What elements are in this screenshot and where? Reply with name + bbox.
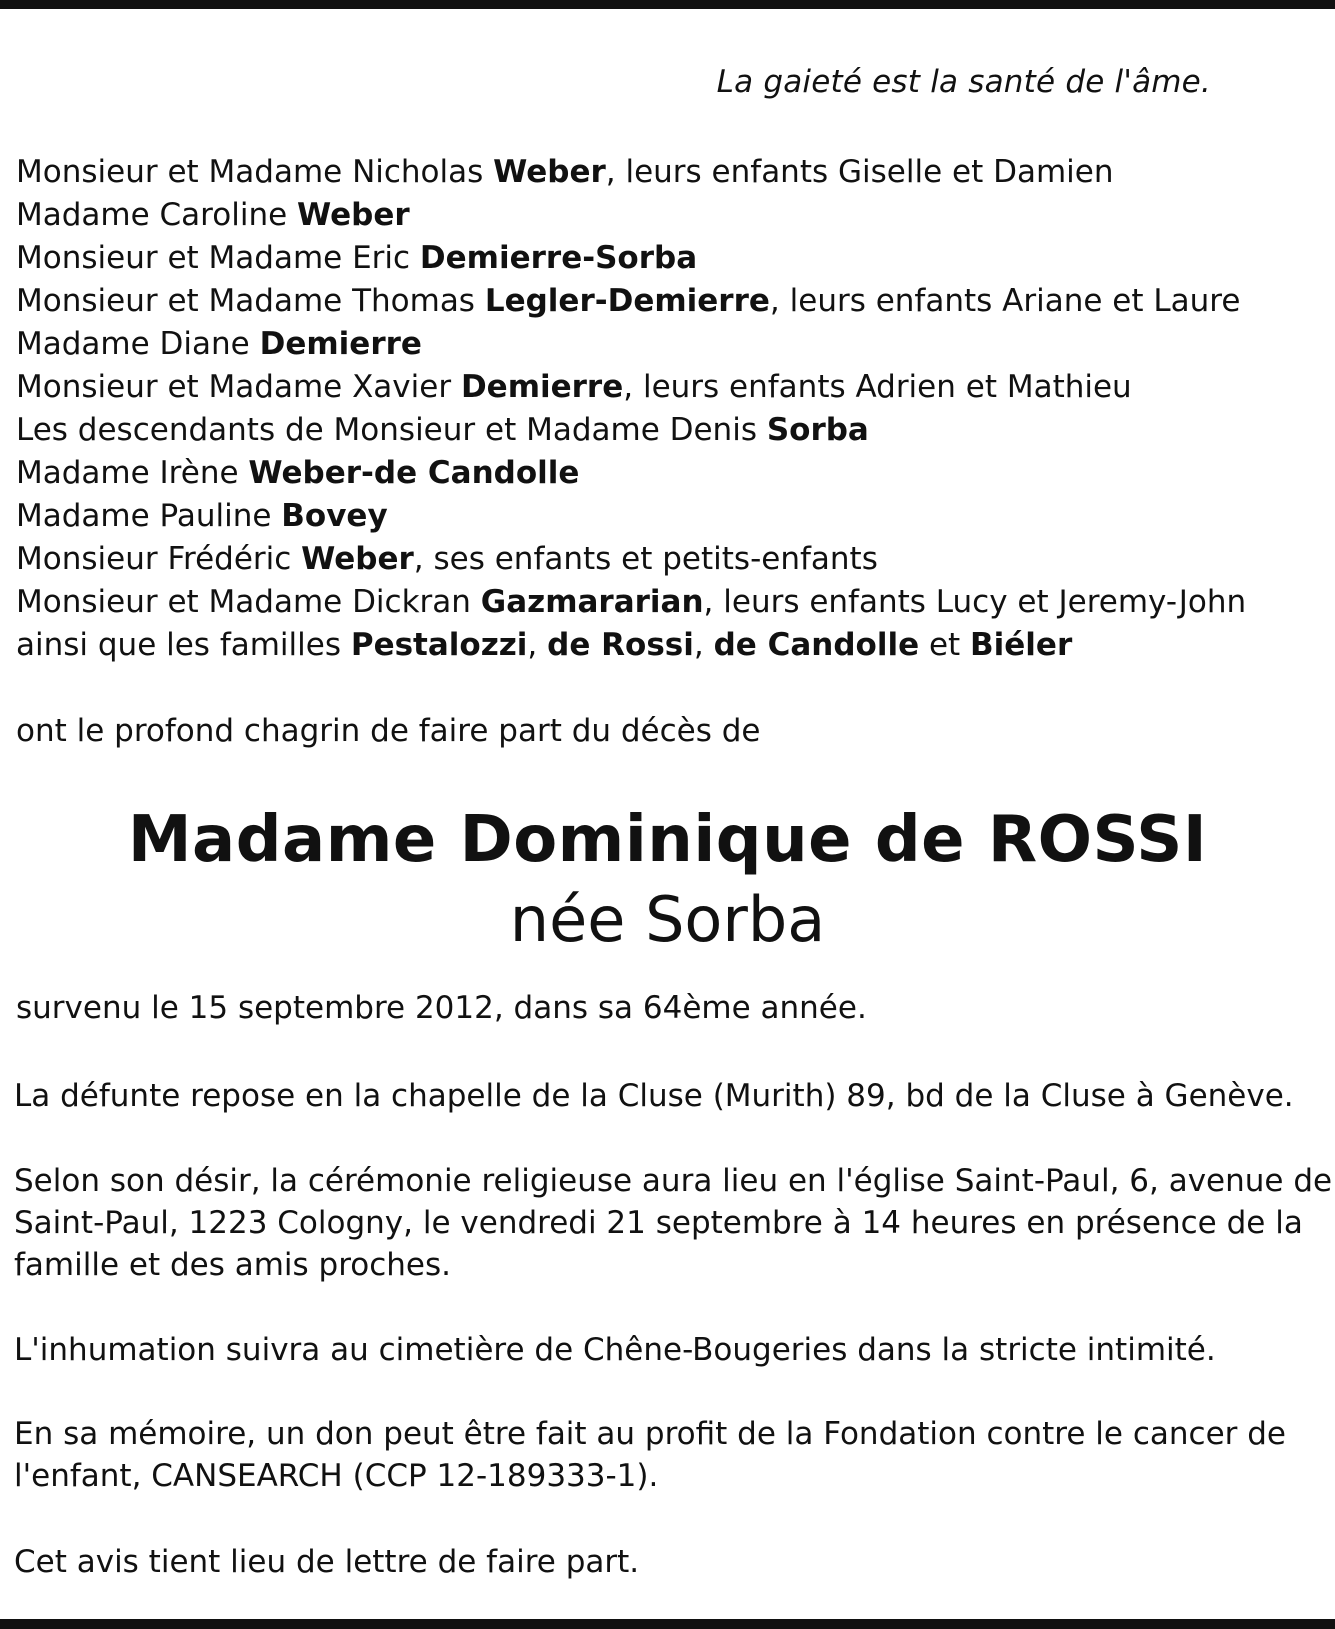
bottom-border-rule [0, 1619, 1335, 1629]
family-text: Monsieur et Madame Xavier [16, 369, 461, 405]
family-text: , [693, 627, 714, 663]
family-member-line [16, 237, 1316, 280]
family-member-line [16, 452, 1316, 495]
family-surname: Weber [493, 154, 606, 190]
family-surname: Legler-Demierre [484, 283, 770, 319]
family-text: , leurs enfants Adrien et Mathieu [623, 369, 1132, 405]
family-surname: Gazmararian [480, 584, 704, 620]
family-surname: Bovey [281, 498, 388, 534]
family-member-line [16, 323, 1316, 366]
family-text: Monsieur et Madame Nicholas [16, 154, 494, 190]
top-border-rule [0, 0, 1335, 9]
family-member-line [16, 409, 1316, 452]
family-text: Madame Irène [16, 455, 249, 491]
family-member-line [16, 581, 1316, 624]
family-member-line [16, 538, 1316, 581]
family-text: Madame Diane [16, 326, 260, 362]
deceased-name: Madame Dominique de ROSSI [127, 803, 1208, 877]
announcement-text: ont le profond chagrin de faire part du décès de [16, 713, 761, 749]
family-surname: de Candolle [713, 627, 920, 663]
family-text: Monsieur et Madame Dickran [16, 584, 481, 620]
family-surname: Pestalozzi [350, 627, 528, 663]
family-member-line [16, 495, 1316, 538]
family-member-line [16, 280, 1316, 323]
ceremony-paragraph [14, 1160, 1333, 1286]
family-surname: Weber [301, 541, 414, 577]
family-text: Madame Caroline [16, 197, 298, 233]
ceremony-line: Selon son désir, la cérémonie religieuse aura lieu en l'église Saint-Paul, 6, avenue de [14, 1163, 1333, 1199]
family-text: Monsieur Frédéric [16, 541, 302, 577]
family-surname: de Rossi [547, 627, 694, 663]
epigraph-quote: La gaieté est la santé de l'âme. [716, 64, 1211, 100]
donation-paragraph [14, 1413, 1324, 1497]
family-text: , ses enfants et petits-enfants [413, 541, 878, 577]
family-text: , [527, 627, 548, 663]
deceased-birth-name: née Sorba [509, 883, 826, 956]
family-text: Les descendants de Monsieur et Madame Denis [16, 412, 767, 448]
family-text: Monsieur et Madame Thomas [16, 283, 485, 319]
family-member-line [16, 624, 1316, 667]
repose-text: La défunte repose en la chapelle de la Cluse (Murith) 89, bd de la Cluse à Genève. [14, 1078, 1294, 1114]
family-text: , leurs enfants Ariane et Laure [769, 283, 1241, 319]
donation-line: l'enfant, CANSEARCH (CCP 12-189333-1). [14, 1458, 659, 1494]
family-member-line [16, 151, 1316, 194]
family-member-line [16, 194, 1316, 237]
ceremony-line: Saint-Paul, 1223 Cologny, le vendredi 21 septembre à 14 heures en présence de la [14, 1205, 1303, 1241]
family-list [16, 151, 1316, 667]
donation-line: En sa mémoire, un don peut être fait au profit de la Fondation contre le cancer de [14, 1416, 1286, 1452]
family-surname: Demierre [259, 326, 422, 362]
notice-text: Cet avis tient lieu de lettre de faire part. [14, 1544, 640, 1580]
family-text: ainsi que les familles [16, 627, 351, 663]
inhumation-text: L'inhumation suivra au cimetière de Chêne-Bougeries dans la stricte intimité. [14, 1332, 1216, 1368]
family-member-line [16, 366, 1316, 409]
family-surname: Weber-de Candolle [248, 455, 580, 491]
family-text: , leurs enfants Lucy et Jeremy-John [703, 584, 1247, 620]
family-text: Monsieur et Madame Eric [16, 240, 420, 276]
family-surname: Biéler [970, 627, 1073, 663]
family-text: Madame Pauline [16, 498, 282, 534]
family-text: , leurs enfants Giselle et Damien [605, 154, 1114, 190]
family-surname: Demierre-Sorba [419, 240, 698, 276]
death-date-text: survenu le 15 septembre 2012, dans sa 64ème année. [16, 990, 867, 1026]
family-surname: Weber [297, 197, 410, 233]
family-surname: Demierre [460, 369, 624, 405]
ceremony-line: famille et des amis proches. [14, 1247, 451, 1283]
family-text: et [919, 627, 971, 663]
family-surname: Sorba [766, 412, 869, 448]
